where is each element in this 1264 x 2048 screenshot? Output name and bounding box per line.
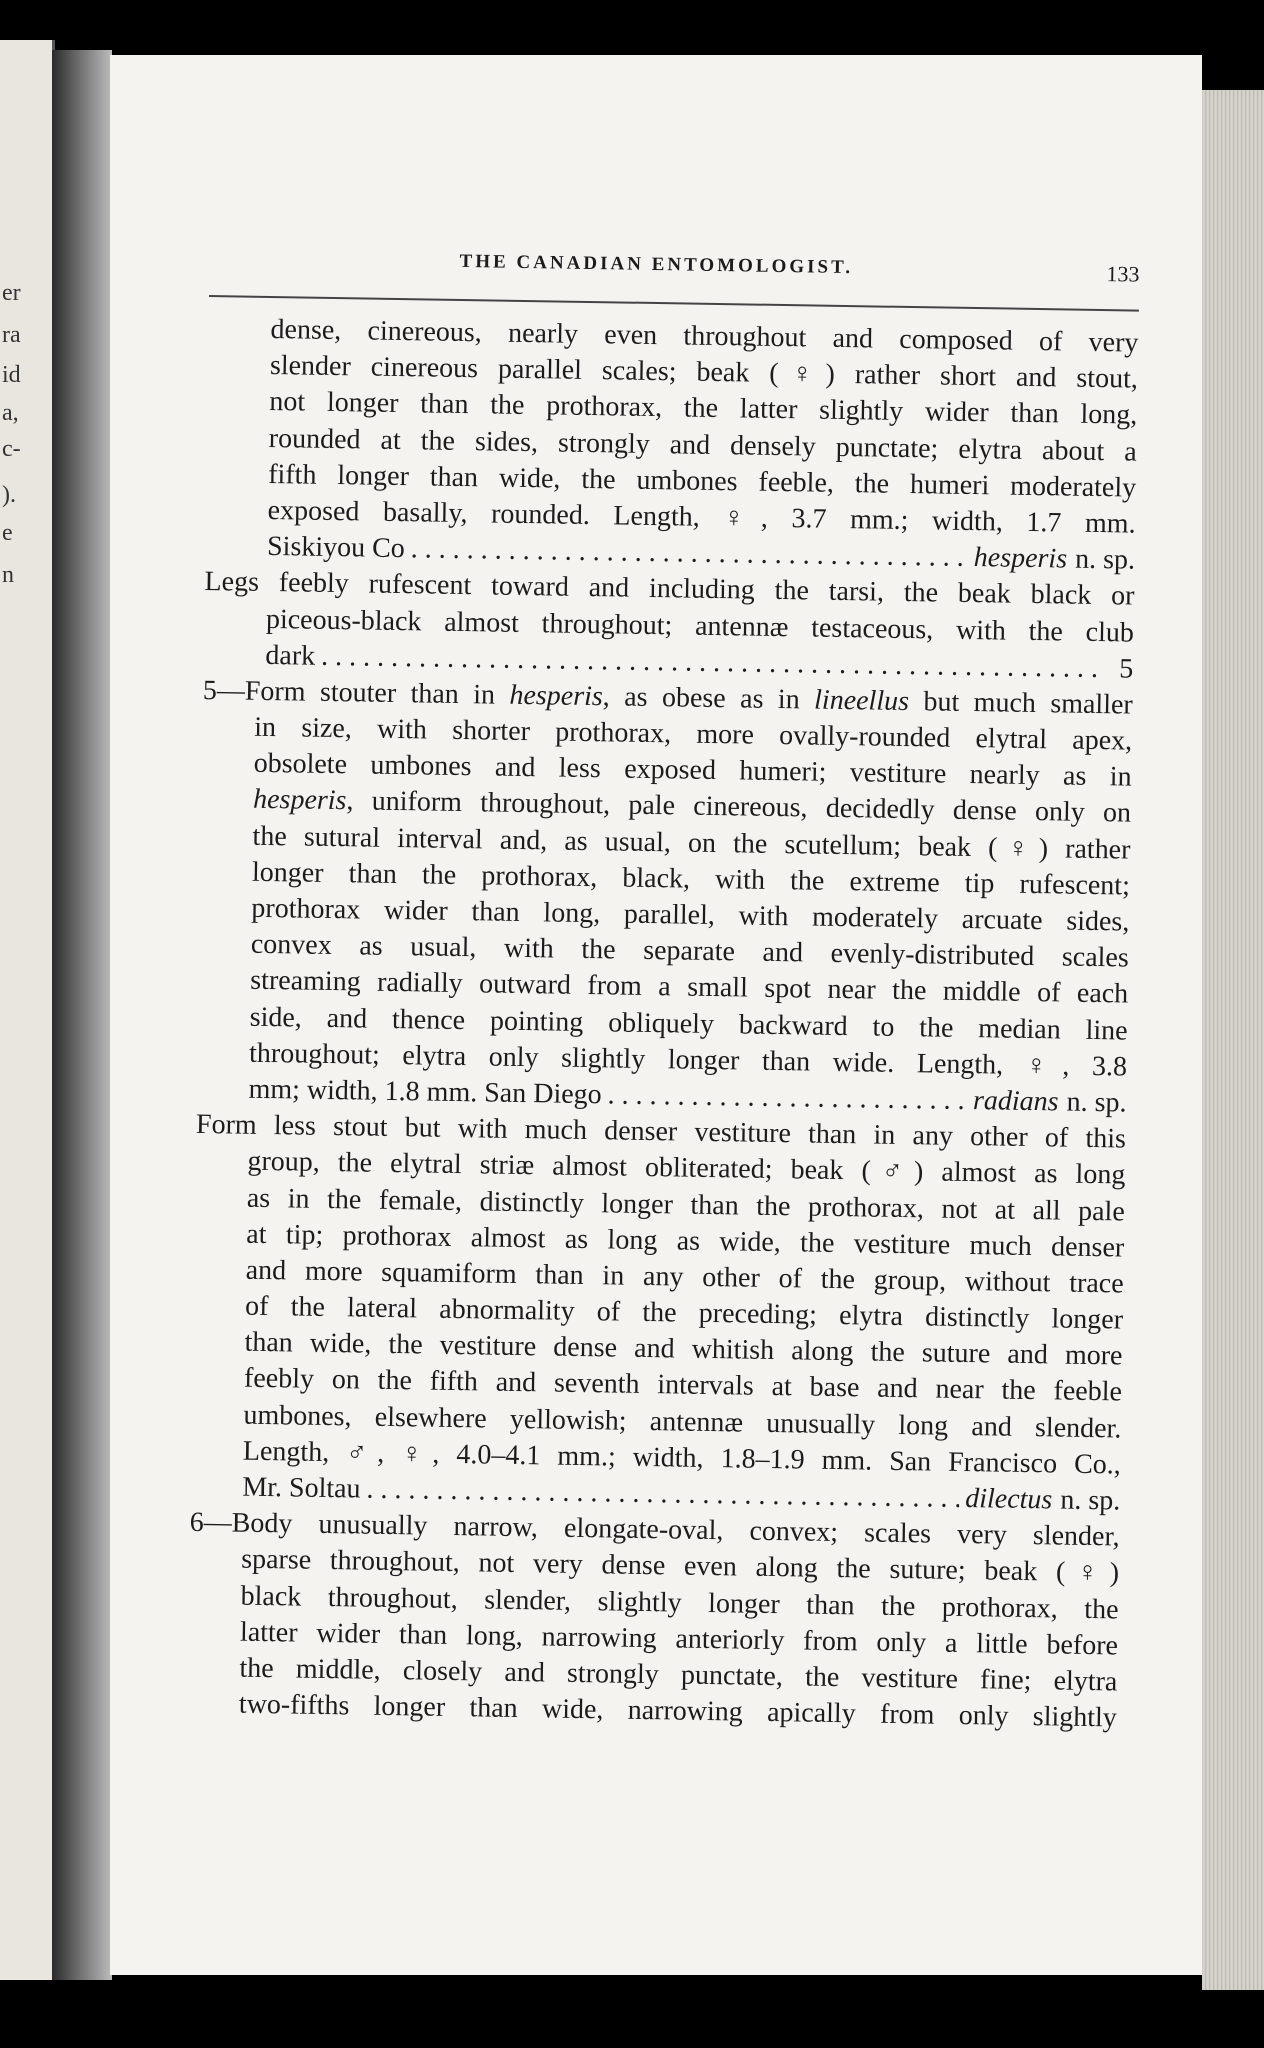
- text-line: group, the elytral striæ almost obliterated; beak (♂) almost as long: [247, 1146, 1126, 1191]
- text-line: two-fifths longer than wide, narrowing apically from only slightly: [238, 1688, 1118, 1734]
- text-line: streaming radially outward from a small spot near the middle of each: [250, 965, 1129, 1010]
- text-line: than wide, the vestiture dense and whitish along the suture and more: [244, 1326, 1123, 1372]
- left-page-fragment: er: [2, 280, 21, 306]
- entry-locality: mm; width, 1.8 mm. San Diego: [248, 1073, 602, 1111]
- species-name: hesperis: [509, 679, 604, 713]
- species-name: hesperis: [973, 542, 1068, 575]
- species-suffix: n. sp.: [1060, 1484, 1121, 1517]
- text-line: piceous-black almost throughout; antennæ testaceous, with the club: [265, 603, 1135, 649]
- couplet-reference-number: 5: [1119, 653, 1134, 685]
- left-page-fragment: n: [2, 562, 14, 588]
- text-line: throughout; elytra only slightly longer than wide. Length, ♀, 3.8: [248, 1037, 1128, 1083]
- entry-locality: Siskiyou Co: [266, 531, 406, 565]
- text-line: and more squamiform than in any other of the group, without trace: [245, 1254, 1124, 1300]
- text-line: black throughout, slender, slightly longer than the prothorax, the: [240, 1580, 1119, 1626]
- text-line: convex as usual, with the separate and evenly-distributed scales: [250, 928, 1129, 974]
- left-page-fragment: ).: [2, 482, 16, 508]
- running-head: THE CANADIAN ENTOMOLOGIST.: [459, 250, 854, 279]
- text-run: , as obese as in: [602, 681, 815, 716]
- species-name: lineellus: [813, 684, 910, 717]
- text-line: latter wider than long, narrowing anteriorly from only a little before: [239, 1616, 1119, 1662]
- text-line: obsolete umbones and less exposed humeri; vestiture nearly as in: [253, 748, 1132, 793]
- text-line: umbones, elsewhere yellowish; antennæ unusually long and slender.: [243, 1399, 1122, 1445]
- text-line: as in the female, distinctly longer than the prothorax, not at all pale: [246, 1182, 1126, 1227]
- text-line: of the lateral abnormality of the preceding; elytra distinctly longer: [244, 1290, 1124, 1336]
- text-run: but much smaller: [908, 685, 1133, 721]
- text-line: sparse throughout, not very dense even along the suture; beak (♀): [240, 1544, 1120, 1589]
- text-line: at tip; prothorax almost as long as wide, the vestiture much denser: [246, 1218, 1125, 1264]
- text-line: the sutural interval and, as usual, on the scutellum; beak (♀) rather: [252, 820, 1131, 866]
- text-line: side, and thence pointing obliquely backward to the median line: [249, 1001, 1128, 1047]
- text-line: rounded at the sides, strongly and densely punctate; elytra about a: [268, 422, 1137, 468]
- text-line: exposed basally, rounded. Length, ♀, 3.7 mm.; width, 1.7 mm.: [267, 494, 1136, 540]
- text-line: fifth longer than wide, the umbones feeble, the humeri moderately: [268, 458, 1137, 504]
- species-name: radians: [972, 1085, 1059, 1118]
- left-page-fragment: e: [2, 520, 13, 546]
- page-text-block: [187, 235, 1140, 1737]
- species-name: hesperis: [252, 784, 347, 817]
- left-page-edge: [0, 40, 55, 1980]
- entry-text: dark: [265, 639, 316, 672]
- leader-dots: [607, 1077, 967, 1119]
- text-line: longer than the prothorax, black, with the extreme tip rufescent;: [251, 856, 1131, 902]
- species-suffix: n. sp.: [1066, 1086, 1127, 1119]
- left-page-fragment: a,: [2, 400, 19, 426]
- page-number: 133: [1106, 261, 1140, 287]
- text-line: Form less stout but with much denser vestiture than in any other of this: [195, 1109, 1127, 1155]
- text-line: in size, with shorter prothorax, more ovally-rounded elytral apex,: [254, 711, 1133, 757]
- book-page: [110, 55, 1202, 1975]
- text-line: slender cinereous parallel scales; beak (♀) rather short and stout,: [269, 350, 1139, 395]
- book-spine-shadow: [52, 50, 112, 1980]
- text-run: , uniform throughout, pale cinereous, decidedly dense only on: [346, 785, 1132, 829]
- text-line: Legs feebly rufescent toward and including the tarsi, the beak black or: [204, 566, 1135, 612]
- text-line: dense, cinereous, nearly even throughout and composed of very: [270, 313, 1139, 359]
- text-line: the middle, closely and strongly punctate, the vestiture fine; elytra: [239, 1652, 1118, 1698]
- page-header: [209, 235, 1140, 312]
- text-line: 6—Body unusually narrow, elongate-oval, convex; scales very slender,: [189, 1507, 1120, 1553]
- text-line: prothorax wider than long, parallel, with moderately arcuate sides,: [251, 892, 1130, 938]
- text-run: 5—Form stouter than in: [202, 674, 510, 711]
- page-stack-edge: [1202, 90, 1264, 1990]
- species-suffix: n. sp.: [1074, 543, 1136, 576]
- entry-collector: Mr. Soltau: [242, 1471, 361, 1505]
- text-line: Length, ♂, ♀, 4.0–4.1 mm.; width, 1.8–1.9 mm. San Francisco Co.,: [242, 1435, 1122, 1481]
- text-line: not longer than the prothorax, the latter slightly wider than long,: [269, 386, 1138, 431]
- text-line: feebly on the fifth and seventh intervals at base and near the feeble: [243, 1363, 1123, 1408]
- left-page-fragment: id: [2, 362, 21, 388]
- species-name: dilectus: [965, 1483, 1053, 1516]
- left-page-fragment: ra: [2, 322, 21, 348]
- left-page-fragment: c-: [2, 436, 21, 462]
